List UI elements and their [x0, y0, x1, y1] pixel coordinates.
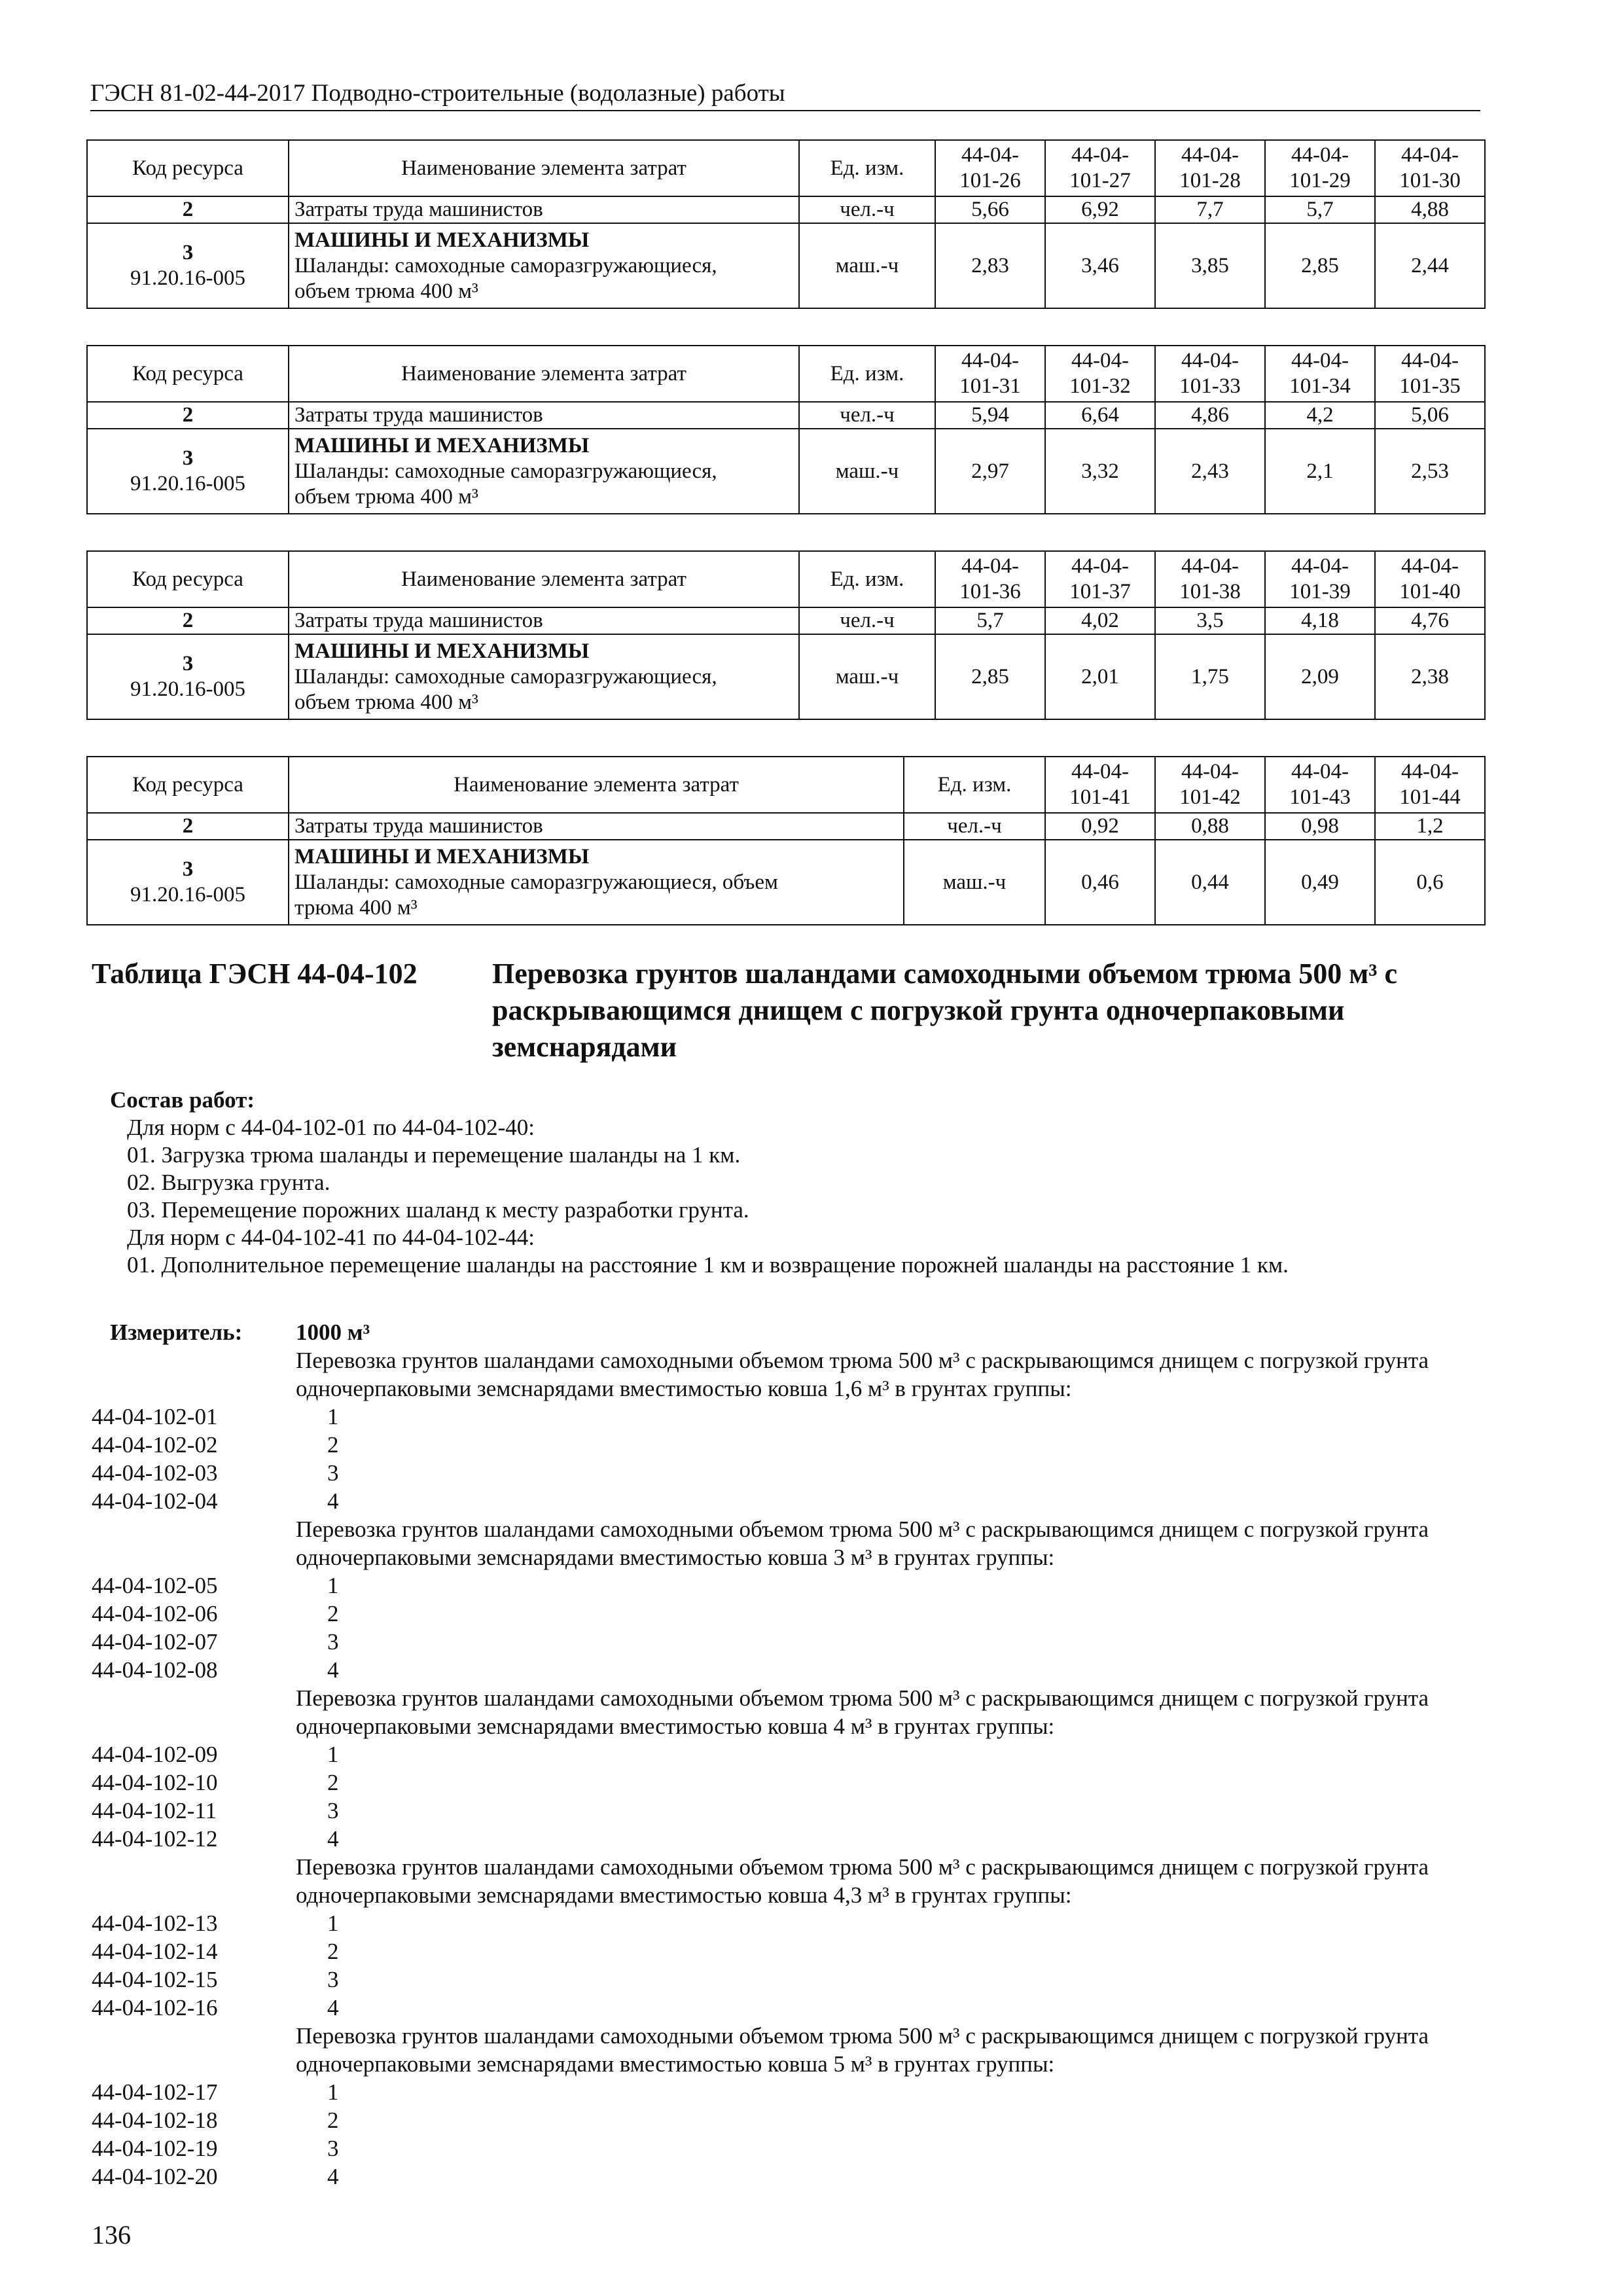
machine-name: трюма 400 м³ [294, 895, 418, 920]
machines-section-title: МАШИНЫ И МЕХАНИЗМЫ [294, 228, 590, 252]
measure-label: Измеритель: [110, 1319, 243, 1345]
labor-code: 2 [87, 607, 289, 634]
machine-value: 2,83 [935, 223, 1045, 308]
machine-value: 3,32 [1045, 429, 1155, 514]
norm-code: 44-04-102-04 [92, 1488, 218, 1514]
machine-value: 2,09 [1265, 634, 1375, 719]
norm-code: 44-04-102-08 [92, 1657, 218, 1683]
machines-section-title: МАШИНЫ И МЕХАНИЗМЫ [294, 844, 590, 869]
norm-code: 44-04-102-13 [92, 1910, 218, 1936]
norm-header: 44-04- 101-36 [935, 551, 1045, 607]
machines-section-title: МАШИНЫ И МЕХАНИЗМЫ [294, 639, 590, 663]
norm-row [92, 1656, 1479, 1684]
col-unit-header: Ед. изм. [904, 757, 1045, 813]
soil-group: 4 [327, 1995, 339, 2020]
machine-value: 0,6 [1375, 840, 1485, 925]
norm-row [92, 1459, 1479, 1487]
labor-code: 2 [87, 813, 289, 840]
labor-value: 3,5 [1155, 607, 1265, 634]
labor-value: 4,2 [1265, 402, 1375, 429]
machine-code: 91.20.16-005 [130, 472, 245, 495]
norm-code: 44-04-102-05 [92, 1573, 218, 1598]
labor-value: 4,02 [1045, 607, 1155, 634]
machine-value: 2,01 [1045, 634, 1155, 719]
norm-header: 44-04- 101-41 [1045, 757, 1155, 813]
soil-group: 2 [327, 2108, 339, 2133]
resource-table-3 [86, 550, 1486, 720]
labor-value: 4,18 [1265, 607, 1375, 634]
machine-value: 2,43 [1155, 429, 1265, 514]
work-line: 02. Выгрузка грунта. [127, 1170, 330, 1195]
work-composition-title: Состав работ: [110, 1087, 255, 1113]
machine-value: 2,1 [1265, 429, 1375, 514]
labor-value: 0,88 [1155, 813, 1265, 840]
machine-value: 0,44 [1155, 840, 1265, 925]
labor-name: Затраты труда машинистов [289, 196, 799, 223]
machines-section-code: 3 [182, 857, 194, 881]
soil-group: 4 [327, 1826, 339, 1852]
col-code-header: Код ресурса [87, 346, 289, 402]
group-description: Перевозка грунтов шаландами самоходными объемом трюма 500 м³ с раскрывающимся днищем с погрузкой грунта одночерпаковыми земснарядами вместимостью ковша 4 м³ в грунтах группы: [296, 1685, 1429, 1739]
labor-value: 6,92 [1045, 196, 1155, 223]
norm-code: 44-04-102-14 [92, 1939, 218, 1964]
machine-value: 2,85 [1265, 223, 1375, 308]
work-line: 01. Дополнительное перемещение шаланды на расстояние 1 км и возвращение порожней шаланды на расстояние 1 км. [127, 1252, 1289, 1278]
labor-code: 2 [87, 196, 289, 223]
machine-name: объем трюма 400 м³ [294, 484, 478, 509]
labor-name: Затраты труда машинистов [289, 402, 799, 429]
norm-code: 44-04-102-01 [92, 1404, 218, 1429]
norm-row [92, 1740, 1479, 1768]
norm-header: 44-04- 101-39 [1265, 551, 1375, 607]
page-header: ГЭСН 81-02-44-2017 Подводно-строительные (водолазные) работы [90, 77, 1480, 111]
norm-row [92, 1431, 1479, 1459]
norm-code: 44-04-102-12 [92, 1826, 218, 1852]
norm-row [92, 1571, 1479, 1600]
norm-header: 44-04- 101-33 [1155, 346, 1265, 402]
norm-header: 44-04- 101-44 [1375, 757, 1485, 813]
norm-header: 44-04- 101-26 [935, 140, 1045, 196]
machine-name: Шаланды: самоходные саморазгружающиеся, [294, 253, 717, 278]
norm-header: 44-04- 101-43 [1265, 757, 1375, 813]
machine-code: 91.20.16-005 [130, 883, 245, 906]
labor-unit: чел.-ч [799, 196, 935, 223]
labor-value: 6,64 [1045, 402, 1155, 429]
work-line: 03. Перемещение порожних шаланд к месту разработки грунта. [127, 1197, 749, 1223]
machine-value: 0,49 [1265, 840, 1375, 925]
machine-name: объем трюма 400 м³ [294, 279, 478, 303]
measure-value: 1000 м³ [296, 1319, 370, 1345]
soil-group: 1 [327, 1742, 339, 1767]
machines-section-code: 3 [182, 241, 194, 264]
labor-value: 5,94 [935, 402, 1045, 429]
soil-group: 3 [327, 1629, 339, 1655]
table-description: Перевозка грунтов шаландами самоходными объемом трюма 500 м³ с раскрывающимся днищем с погрузкой грунта одночерпаковыми земснарядами [492, 958, 1397, 1063]
labor-value: 4,88 [1375, 196, 1485, 223]
machine-name: Шаланды: самоходные саморазгружающиеся, [294, 459, 717, 483]
soil-group: 3 [327, 1460, 339, 1486]
labor-unit: чел.-ч [799, 402, 935, 429]
group-description: Перевозка грунтов шаландами самоходными объемом трюма 500 м³ с раскрывающимся днищем с погрузкой грунта одночерпаковыми земснарядами вместимостью ковша 3 м³ в грунтах группы: [296, 1516, 1429, 1570]
soil-group: 1 [327, 1404, 339, 1429]
machines-section-code: 3 [182, 652, 194, 675]
norm-code: 44-04-102-18 [92, 2108, 218, 2133]
col-name-header: Наименование элемента затрат [289, 140, 799, 196]
norm-header: 44-04- 101-34 [1265, 346, 1375, 402]
soil-group: 1 [327, 2079, 339, 2105]
norm-header: 44-04- 101-38 [1155, 551, 1265, 607]
norm-code: 44-04-102-17 [92, 2079, 218, 2105]
machine-name: Шаланды: самоходные саморазгружающиеся, [294, 664, 717, 689]
work-line: Для норм с 44-04-102-41 по 44-04-102-44: [127, 1225, 535, 1250]
soil-group: 1 [327, 1910, 339, 1936]
col-name-header: Наименование элемента затрат [289, 757, 904, 813]
norm-row [92, 1797, 1479, 1825]
norm-header: 44-04- 101-32 [1045, 346, 1155, 402]
soil-group: 4 [327, 1657, 339, 1683]
col-unit-header: Ед. изм. [799, 140, 935, 196]
norm-header: 44-04- 101-29 [1265, 140, 1375, 196]
labor-name: Затраты труда машинистов [289, 813, 904, 840]
labor-name: Затраты труда машинистов [289, 607, 799, 634]
labor-value: 7,7 [1155, 196, 1265, 223]
norm-row [92, 1487, 1479, 1515]
labor-unit: чел.-ч [799, 607, 935, 634]
machine-value: 0,46 [1045, 840, 1155, 925]
norm-row [92, 1600, 1479, 1628]
labor-value: 4,76 [1375, 607, 1485, 634]
machine-value: 2,97 [935, 429, 1045, 514]
norm-header: 44-04- 101-42 [1155, 757, 1265, 813]
norm-code: 44-04-102-15 [92, 1967, 218, 1992]
soil-group: 3 [327, 2136, 339, 2161]
machine-unit: маш.-ч [904, 840, 1045, 925]
norm-row [92, 2106, 1479, 2134]
norm-header: 44-04- 101-28 [1155, 140, 1265, 196]
resource-table-1 [86, 139, 1486, 309]
norms-list [92, 1346, 1479, 2191]
group-description: Перевозка грунтов шаландами самоходными объемом трюма 500 м³ с раскрывающимся днищем с погрузкой грунта одночерпаковыми земснарядами вместимостью ковша 4,3 м³ в грунтах группы: [296, 1854, 1429, 1908]
machine-value: 2,38 [1375, 634, 1485, 719]
soil-group: 2 [327, 1432, 339, 1458]
machine-unit: маш.-ч [799, 634, 935, 719]
norm-row [92, 1768, 1479, 1797]
soil-group: 3 [327, 1798, 339, 1823]
table-title: Таблица ГЭСН 44-04-102 [92, 958, 418, 990]
work-line: 01. Загрузка трюма шаланды и перемещение шаланды на 1 км. [127, 1142, 741, 1168]
work-line: Для норм с 44-04-102-01 по 44-04-102-40: [127, 1115, 535, 1140]
norm-row [92, 2078, 1479, 2106]
labor-value: 5,7 [935, 607, 1045, 634]
norm-header: 44-04- 101-31 [935, 346, 1045, 402]
norm-header: 44-04- 101-27 [1045, 140, 1155, 196]
group-description: Перевозка грунтов шаландами самоходными объемом трюма 500 м³ с раскрывающимся днищем с погрузкой грунта одночерпаковыми земснарядами вместимостью ковша 1,6 м³ в грунтах группы: [296, 1348, 1429, 1401]
machine-code: 91.20.16-005 [130, 266, 245, 290]
norm-header: 44-04- 101-35 [1375, 346, 1485, 402]
norm-code: 44-04-102-16 [92, 1995, 218, 2020]
norm-row [92, 1909, 1479, 1937]
norm-code: 44-04-102-06 [92, 1601, 218, 1626]
machine-value: 3,85 [1155, 223, 1265, 308]
norm-row [92, 2162, 1479, 2191]
resource-table-2 [86, 345, 1486, 514]
labor-value: 0,92 [1045, 813, 1155, 840]
machine-value: 1,75 [1155, 634, 1265, 719]
col-code-header: Код ресурса [87, 757, 289, 813]
machines-section-code: 3 [182, 446, 194, 470]
col-name-header: Наименование элемента затрат [289, 551, 799, 607]
labor-code: 2 [87, 402, 289, 429]
labor-value: 5,66 [935, 196, 1045, 223]
labor-value: 5,7 [1265, 196, 1375, 223]
norm-row [92, 1994, 1479, 2022]
col-unit-header: Ед. изм. [799, 551, 935, 607]
norm-code: 44-04-102-07 [92, 1629, 218, 1655]
resource-table-4 [86, 756, 1486, 925]
soil-group: 2 [327, 1601, 339, 1626]
labor-value: 5,06 [1375, 402, 1485, 429]
machine-name: Шаланды: самоходные саморазгружающиеся, объем [294, 870, 778, 894]
labor-value: 1,2 [1375, 813, 1485, 840]
col-name-header: Наименование элемента затрат [289, 346, 799, 402]
norm-header: 44-04- 101-37 [1045, 551, 1155, 607]
norm-header: 44-04- 101-40 [1375, 551, 1485, 607]
norm-row [92, 1628, 1479, 1656]
norm-row [92, 1403, 1479, 1431]
labor-value: 4,86 [1155, 402, 1265, 429]
norm-code: 44-04-102-20 [92, 2164, 218, 2189]
machine-value: 2,53 [1375, 429, 1485, 514]
norm-row [92, 1937, 1479, 1965]
soil-group: 2 [327, 1770, 339, 1795]
col-unit-header: Ед. изм. [799, 346, 935, 402]
machine-value: 2,85 [935, 634, 1045, 719]
machines-section-title: МАШИНЫ И МЕХАНИЗМЫ [294, 433, 590, 457]
labor-unit: чел.-ч [904, 813, 1045, 840]
labor-value: 0,98 [1265, 813, 1375, 840]
norm-row [92, 1825, 1479, 1853]
norm-code: 44-04-102-19 [92, 2136, 218, 2161]
norm-code: 44-04-102-03 [92, 1460, 218, 1486]
page-number: 136 [92, 2220, 131, 2250]
machine-code: 91.20.16-005 [130, 677, 245, 701]
machine-unit: маш.-ч [799, 429, 935, 514]
col-code-header: Код ресурса [87, 551, 289, 607]
norm-header: 44-04- 101-30 [1375, 140, 1485, 196]
norm-code: 44-04-102-10 [92, 1770, 218, 1795]
machine-value: 3,46 [1045, 223, 1155, 308]
col-code-header: Код ресурса [87, 140, 289, 196]
soil-group: 1 [327, 1573, 339, 1598]
group-description: Перевозка грунтов шаландами самоходными объемом трюма 500 м³ с раскрывающимся днищем с погрузкой грунта одночерпаковыми земснарядами вместимостью ковша 5 м³ в грунтах группы: [296, 2023, 1429, 2077]
work-composition [110, 1086, 1289, 1279]
soil-group: 3 [327, 1967, 339, 1992]
norm-code: 44-04-102-11 [92, 1798, 217, 1823]
norm-code: 44-04-102-09 [92, 1742, 218, 1767]
soil-group: 4 [327, 1488, 339, 1514]
soil-group: 2 [327, 1939, 339, 1964]
soil-group: 4 [327, 2164, 339, 2189]
machine-name: объем трюма 400 м³ [294, 690, 478, 714]
norm-row [92, 2134, 1479, 2162]
norm-code: 44-04-102-02 [92, 1432, 218, 1458]
machine-value: 2,44 [1375, 223, 1485, 308]
norm-row [92, 1965, 1479, 1994]
machine-unit: маш.-ч [799, 223, 935, 308]
